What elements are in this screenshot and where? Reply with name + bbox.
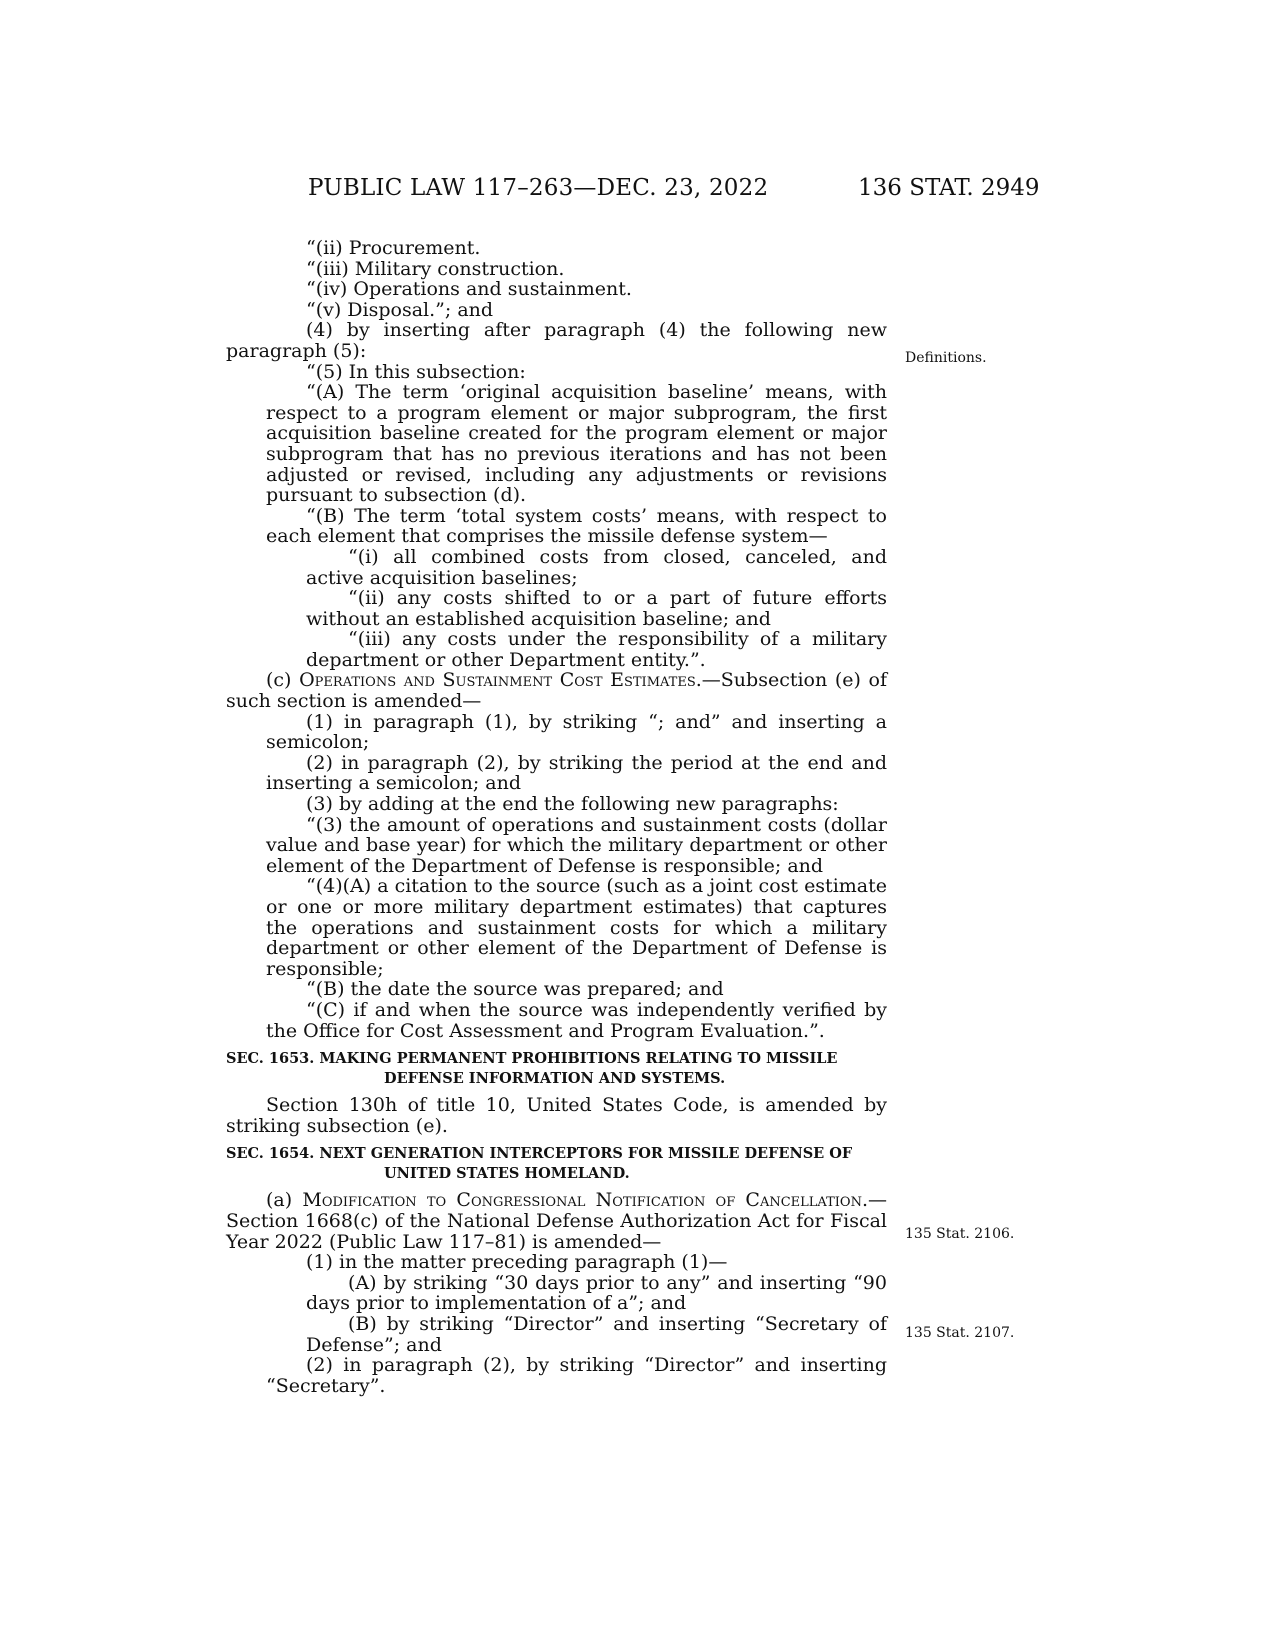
margin-note-stat-2107: 135 Stat. 2107. (905, 1325, 1015, 1341)
paragraph: “(5) In this subsection: (306, 360, 526, 383)
paragraph: (1) in the matter preceding paragraph (1)— (306, 1251, 728, 1274)
paragraph: (2) in paragraph (2), by striking “Director” and inserting “Secretary”. (266, 1354, 887, 1397)
subsection-a-prefix: (a) (266, 1189, 303, 1212)
subsection-a-text: .—Section 1668(c) of the National Defense Authorization Act for Fiscal Year 2022 (Public Law 117–81) is amended— (226, 1189, 887, 1253)
section-heading-1653: SEC. 1653. MAKING PERMANENT PROHIBITIONS RELATING TO MISSILE DEFENSE INFORMATION AND SYSTEMS. (226, 1050, 838, 1088)
definition-B-i: “(i) all combined costs from closed, canceled, and active acquisition baselines; (306, 545, 887, 589)
document-body (226, 238, 887, 1396)
subsection-c-text: .—Subsection (e) of such section is amended— (226, 669, 887, 713)
margin-note-definitions: Definitions. (905, 350, 987, 366)
paragraph: (3) by adding at the end the following new paragraphs: (306, 793, 839, 816)
paragraph: “(4)(A) a citation to the source (such as a joint cost estimate or one or more military department estimates) that captures the operations and sustainment costs for which a military department or other element of the Department of Defense is responsible; (266, 875, 887, 980)
definition-B-iii: “(iii) any costs under the responsibility of a military department or other Department entity.”. (306, 628, 887, 671)
definition-A: “(A) The term ‘original acquisition baseline’ means, with respect to a program element or major subprogram, the first acquisition baseline created for the program element or major subprogram that has no previous iterations and has not been adjusted or revised, including any adjustments or revisions pursuant to subsection (d). (266, 381, 887, 507)
running-head: PUBLIC LAW 117–263—DEC. 23, 2022 (308, 175, 769, 201)
subsection-c-prefix: (c) (266, 669, 300, 692)
subsection-a-heading: Modification to Congressional Notification of Cancellation (302, 1189, 862, 1212)
subsection-c (226, 670, 887, 711)
paragraph: “(3) the amount of operations and sustainment costs (dollar value and base year) for which the military department or other element of the Department of Defense is responsible; and (266, 813, 887, 877)
section-heading-1654: SEC. 1654. NEXT GENERATION INTERCEPTORS FOR MISSILE DEFENSE OF UNITED STATES HOMELAND. (226, 1145, 853, 1183)
paragraph: (4) by inserting after paragraph (4) the following new paragraph (5): (226, 319, 887, 362)
list-item: “(iv) Operations and sustainment. (306, 278, 632, 301)
page-header (0, 175, 1275, 215)
paragraph: (2) in paragraph (2), by striking the period at the end and inserting a semicolon; and (266, 751, 887, 795)
page-number: 136 STAT. 2949 (858, 175, 1040, 201)
list-item: “(iii) Military construction. (306, 257, 565, 280)
paragraph: (1) in paragraph (1), by striking “; and” and inserting a semicolon; (266, 710, 887, 754)
definition-B: “(B) The term ‘total system costs’ means, with respect to each element that comprises the missile defense system— (266, 504, 887, 548)
paragraph: Section 130h of title 10, United States Code, is amended by striking subsection (e). (226, 1094, 887, 1137)
paragraph: (B) by striking “Director” and inserting “Secretary of Defense”; and (306, 1312, 887, 1356)
subsection-a (226, 1190, 887, 1252)
list-item: “(v) Disposal.”; and (306, 298, 494, 321)
definition-B-ii: “(ii) any costs shifted to or a part of future efforts without an established acquisition baseline; and (306, 587, 887, 630)
subsection-c-heading: Operations and Sustainment Cost Estimates (299, 669, 696, 692)
paragraph: (A) by striking “30 days prior to any” and inserting “90 days prior to implementation of a”; and (306, 1271, 887, 1315)
paragraph: “(B) the date the source was prepared; and (306, 978, 724, 1001)
paragraph: “(C) if and when the source was independently verified by the Office for Cost Assessment and Program Evaluation.”. (266, 998, 887, 1042)
margin-note-stat-2106: 135 Stat. 2106. (905, 1226, 1015, 1242)
list-item: “(ii) Procurement. (306, 237, 481, 259)
